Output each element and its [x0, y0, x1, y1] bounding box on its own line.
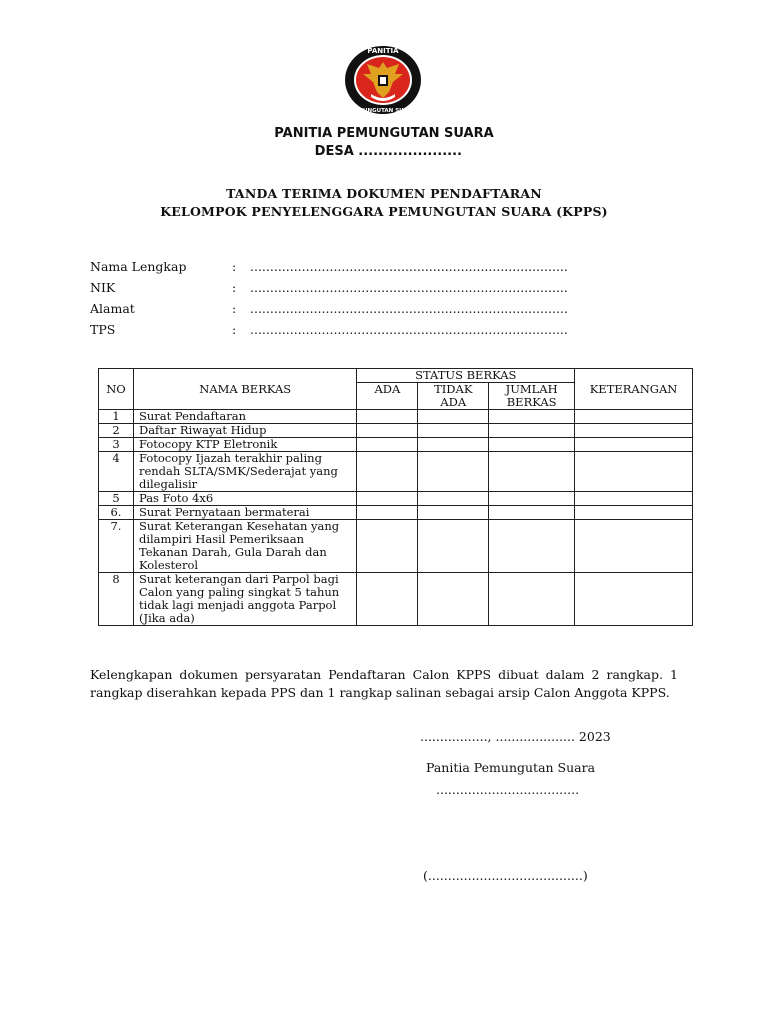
note-paragraph: Kelengkapan dokumen persyaratan Pendaftaran Calon KPPS dibuat dalam 2 rangkap. 1 rangkap diserahkan kepada PPS dan 1 rangkap salinan sebagai arsip Calon Anggota KPPS. [90, 667, 678, 700]
cell-ada[interactable] [357, 410, 418, 424]
row-number: 6. [99, 506, 134, 520]
field-blank: ................................................................................ [250, 301, 568, 316]
field-colon: : [232, 259, 237, 274]
row-document: Surat keterangan dari Parpol bagi Calon yang paling singkat 5 tahun tidak lagi menjadi anggota Parpol (Jika ada) [133, 573, 357, 626]
field-colon: : [232, 280, 237, 295]
cell-jumlah[interactable] [489, 452, 575, 492]
cell-tidak-ada[interactable] [418, 492, 489, 506]
cell-ada[interactable] [357, 424, 418, 438]
row-number: 5 [99, 492, 134, 506]
field-label: TPS [90, 322, 116, 337]
cell-jumlah[interactable] [489, 438, 575, 452]
table-row [99, 573, 693, 626]
field-label: NIK [90, 280, 116, 295]
row-number: 7. [99, 520, 134, 573]
cell-ada[interactable] [357, 438, 418, 452]
table-row [99, 520, 693, 573]
cell-tidak-ada[interactable] [418, 424, 489, 438]
row-document: Fotocopy Ijazah terakhir paling rendah SLTA/SMK/Sederajat yang dilegalisir [133, 452, 357, 492]
cell-jumlah[interactable] [489, 506, 575, 520]
table-row [99, 506, 693, 520]
cell-tidak-ada[interactable] [418, 506, 489, 520]
cell-jumlah[interactable] [489, 573, 575, 626]
row-number: 1 [99, 410, 134, 424]
cell-jumlah[interactable] [489, 520, 575, 573]
header-keterangan: KETERANGAN [575, 369, 693, 410]
row-document: Daftar Riwayat Hidup [133, 424, 357, 438]
cell-ada[interactable] [357, 452, 418, 492]
header-jumlah-berkas: JUMLAH BERKAS [489, 383, 575, 410]
signer-title: Panitia Pemungutan Suara [426, 760, 596, 775]
berkas-table [98, 368, 693, 626]
field-label: Nama Lengkap [90, 259, 187, 274]
cell-keterangan[interactable] [575, 438, 693, 452]
desa-line: DESA ..................... [314, 144, 462, 159]
header-nama-berkas: NAMA BERKAS [133, 369, 357, 410]
cell-tidak-ada[interactable] [418, 520, 489, 573]
field-colon: : [232, 322, 237, 337]
kpps-emblem-logo [343, 44, 423, 116]
row-document: Surat Pendaftaran [133, 410, 357, 424]
row-number: 4 [99, 452, 134, 492]
doc-title-line2: KELOMPOK PENYELENGGARA PEMUNGUTAN SUARA (KPPS) [160, 204, 608, 219]
row-number: 8 [99, 573, 134, 626]
cell-keterangan[interactable] [575, 506, 693, 520]
cell-tidak-ada[interactable] [418, 410, 489, 424]
signature-name: (.......................................) [423, 868, 588, 883]
cell-jumlah[interactable] [489, 410, 575, 424]
table-row [99, 410, 693, 424]
cell-keterangan[interactable] [575, 573, 693, 626]
row-document: Pas Foto 4x6 [133, 492, 357, 506]
table-row [99, 452, 693, 492]
cell-keterangan[interactable] [575, 452, 693, 492]
row-number: 2 [99, 424, 134, 438]
row-number: 3 [99, 438, 134, 452]
row-document: Fotocopy KTP Eletronik [133, 438, 357, 452]
row-document: Surat Pernyataan bermaterai [133, 506, 357, 520]
cell-keterangan[interactable] [575, 520, 693, 573]
row-document: Surat Keterangan Kesehatan yang dilampiri Hasil Pemeriksaan Tekanan Darah, Gula Darah dan Kolesterol [133, 520, 357, 573]
cell-tidak-ada[interactable] [418, 573, 489, 626]
cell-ada[interactable] [357, 506, 418, 520]
table-row [99, 424, 693, 438]
cell-ada[interactable] [357, 520, 418, 573]
logo-top-text: PANITIA [367, 47, 399, 55]
table-row [99, 438, 693, 452]
cell-ada[interactable] [357, 492, 418, 506]
doc-title-line1: TANDA TERIMA DOKUMEN PENDAFTARAN [226, 186, 542, 201]
table-header-row [99, 369, 693, 383]
field-blank: ................................................................................ [250, 259, 568, 274]
header-status-berkas: STATUS BERKAS [357, 369, 575, 383]
header-tidak-ada: TIDAK ADA [418, 383, 489, 410]
org-name: PANITIA PEMUNGUTAN SUARA [274, 126, 494, 141]
cell-keterangan[interactable] [575, 424, 693, 438]
cell-jumlah[interactable] [489, 424, 575, 438]
logo-bottom-text: PEMUNGUTAN SUARA [349, 108, 417, 114]
cell-tidak-ada[interactable] [418, 438, 489, 452]
field-blank: ................................................................................ [250, 322, 568, 337]
table-row [99, 492, 693, 506]
cell-tidak-ada[interactable] [418, 452, 489, 492]
field-colon: : [232, 301, 237, 316]
field-blank: ................................................................................ [250, 280, 568, 295]
header-no: NO [99, 369, 134, 410]
cell-keterangan[interactable] [575, 410, 693, 424]
signer-dots: .................................... [436, 782, 580, 797]
field-label: Alamat [90, 301, 135, 316]
date-line: ................., .................... 2023 [420, 729, 611, 744]
header-ada: ADA [357, 383, 418, 410]
cell-keterangan[interactable] [575, 492, 693, 506]
cell-ada[interactable] [357, 573, 418, 626]
cell-jumlah[interactable] [489, 492, 575, 506]
